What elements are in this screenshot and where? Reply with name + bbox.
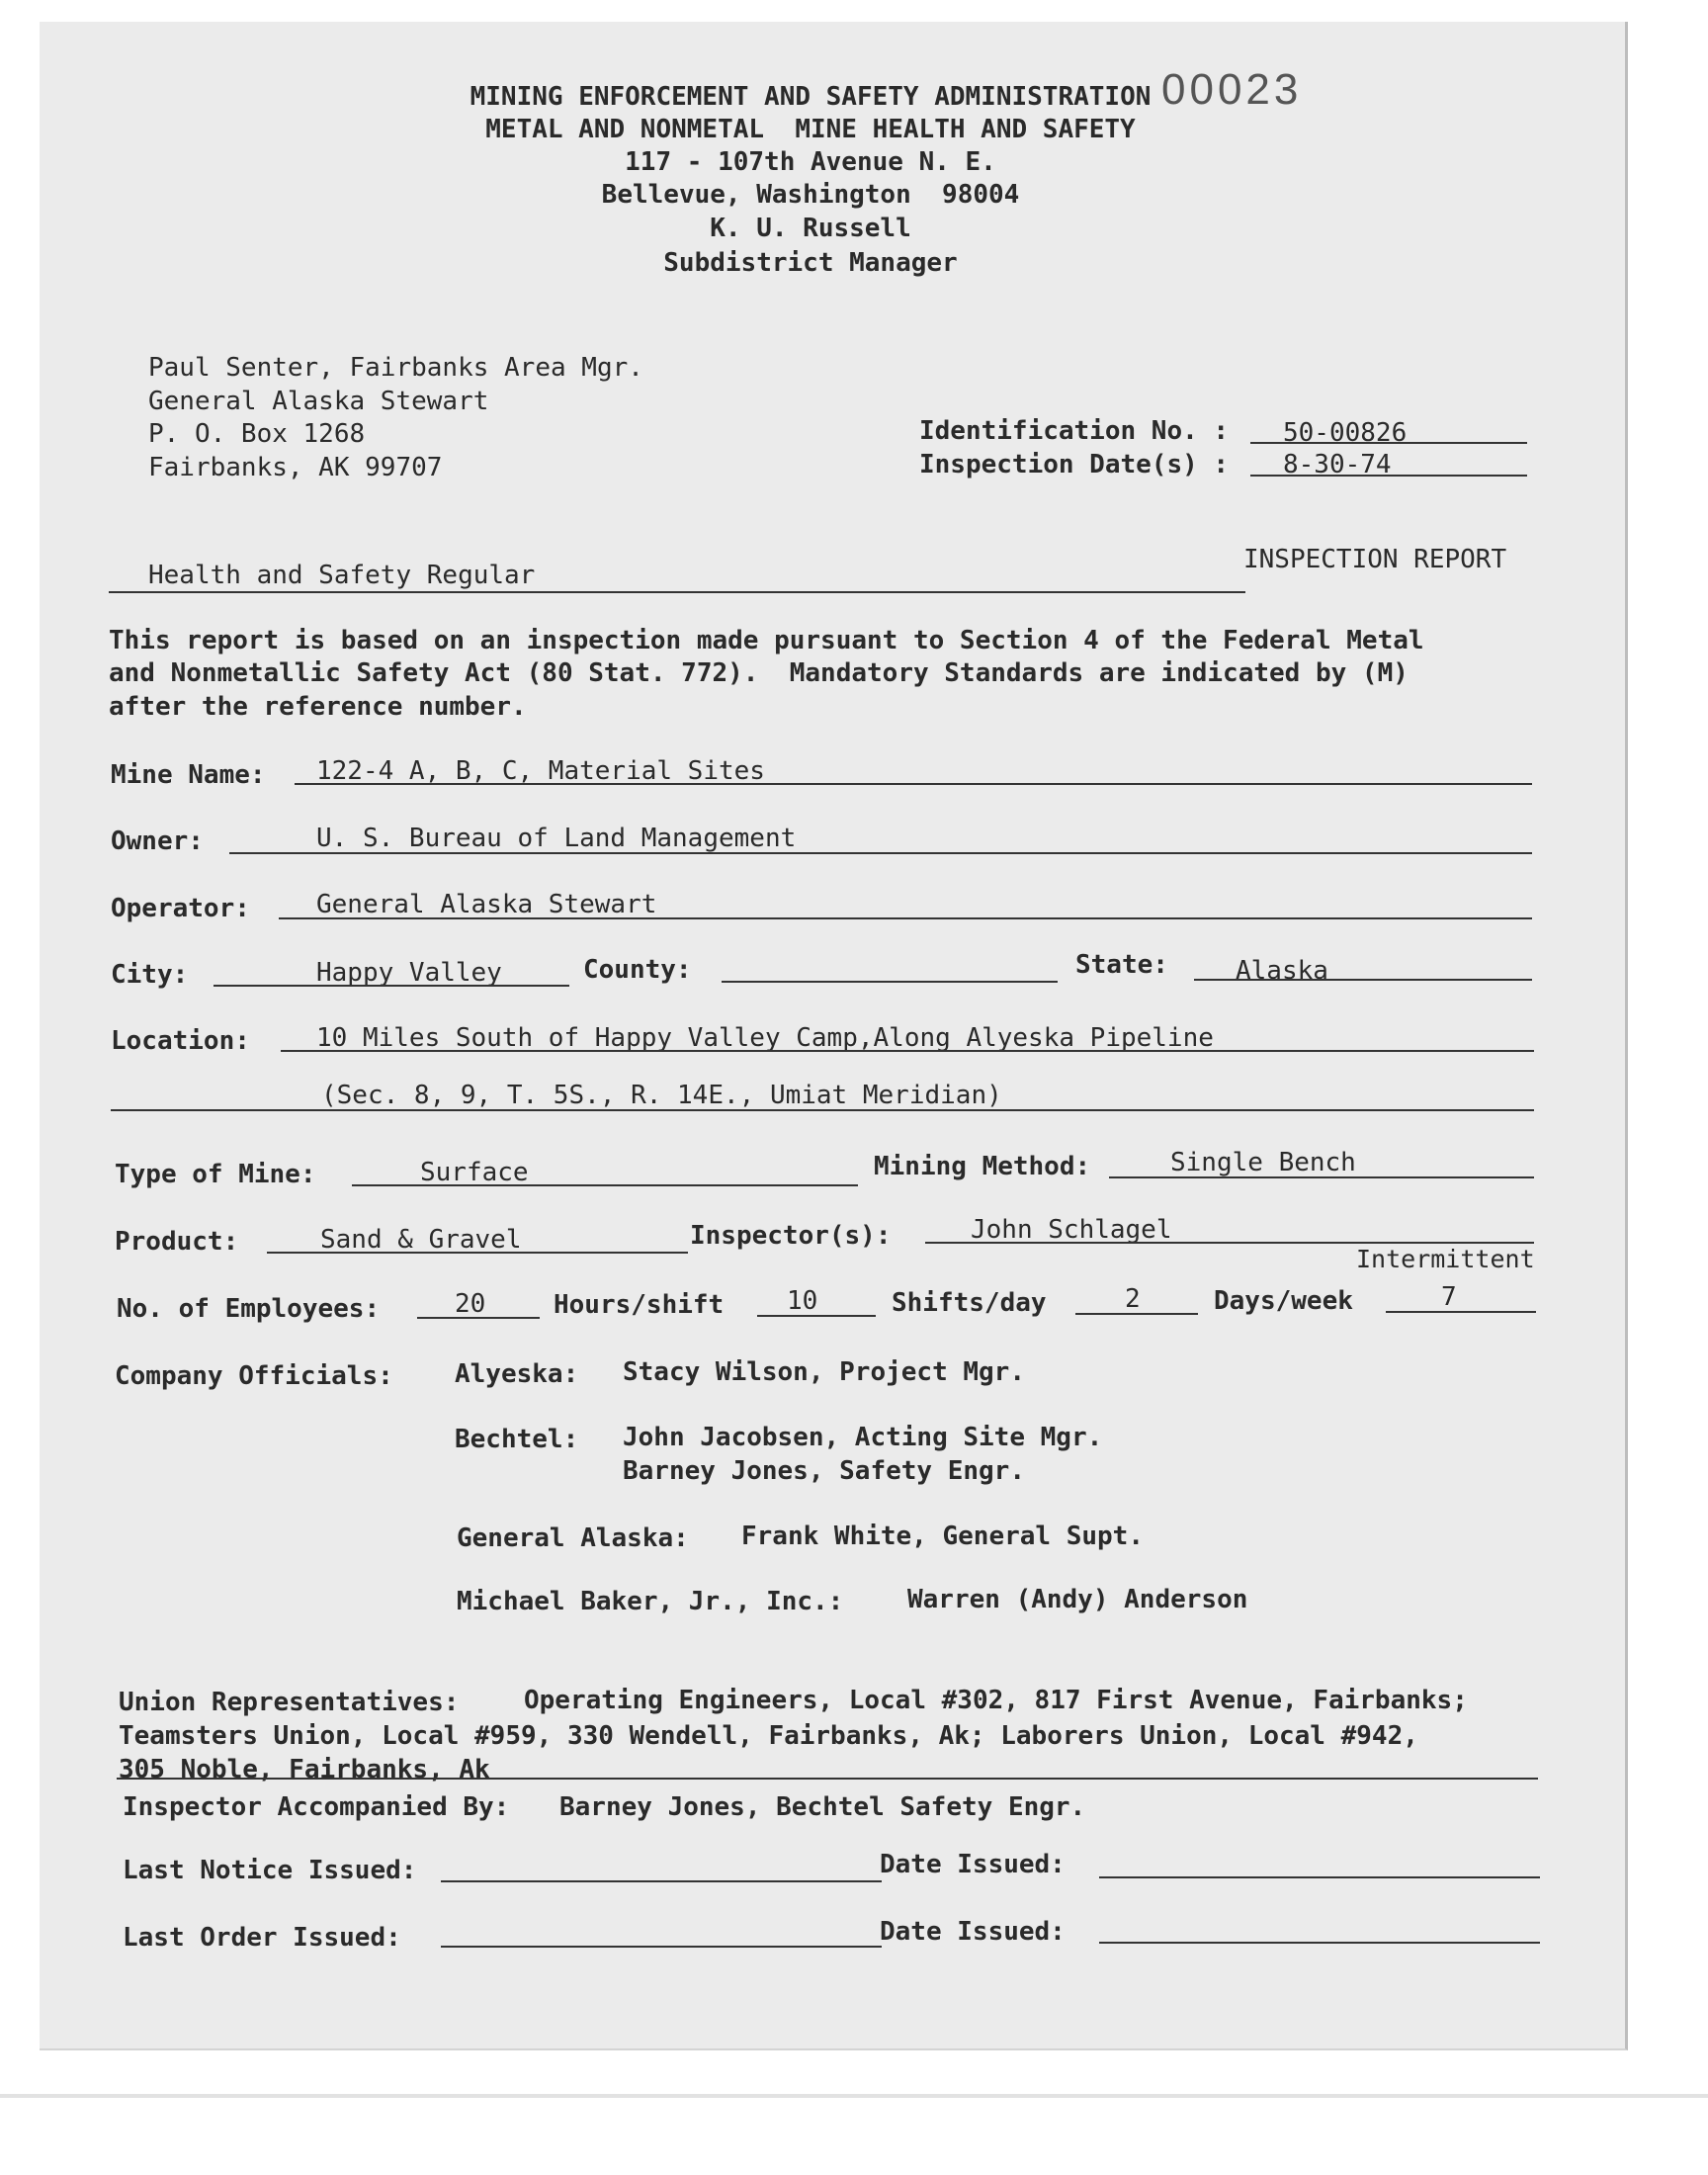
owner-label: Owner:	[111, 826, 204, 856]
page-stamp: 00023	[1161, 65, 1303, 114]
mine-name-value: 122-4 A, B, C, Material Sites	[316, 756, 765, 786]
bechtel-official-1: John Jacobsen, Acting Site Mgr.	[623, 1423, 1103, 1452]
report-title: INSPECTION REPORT	[1243, 545, 1507, 574]
addressee-company: General Alaska Stewart	[148, 387, 489, 416]
general-alaska-label: General Alaska:	[457, 1523, 689, 1553]
addressee-name: Paul Senter, Fairbanks Area Mgr.	[148, 353, 643, 383]
report-type-value: Health and Safety Regular	[148, 561, 536, 590]
last-order-line	[441, 1946, 882, 1948]
inspector-value: John Schlagel	[971, 1215, 1172, 1245]
state-label: State:	[1075, 950, 1168, 980]
intro-line-1: This report is based on an inspection made pursuant to Section 4 of the Federal Metal	[109, 626, 1424, 655]
division-name: METAL AND NONMETAL MINE HEALTH AND SAFETY	[485, 115, 1136, 144]
order-date-label: Date Issued:	[880, 1917, 1066, 1947]
operator-value: General Alaska Stewart	[316, 890, 657, 919]
product-line	[267, 1252, 688, 1254]
accompanied-label: Inspector Accompanied By:	[123, 1792, 510, 1822]
alyeska-label: Alyeska:	[455, 1359, 579, 1389]
product-label: Product:	[115, 1227, 239, 1257]
shifts-label: Shifts/day	[892, 1288, 1047, 1318]
accompanied-value: Barney Jones, Bechtel Safety Engr.	[559, 1792, 1086, 1822]
employees-line	[417, 1317, 540, 1319]
location-value-2: (Sec. 8, 9, T. 5S., R. 14E., Umiat Meridian)	[321, 1081, 1002, 1110]
city-label: City:	[111, 960, 189, 990]
union-label: Union Representatives:	[119, 1688, 460, 1717]
shifts-line	[1075, 1313, 1198, 1315]
bechtel-official-2: Barney Jones, Safety Engr.	[623, 1456, 1025, 1486]
days-line	[1386, 1311, 1536, 1313]
location-label: Location:	[111, 1026, 250, 1056]
manager-title: Subdistrict Manager	[663, 248, 958, 278]
product-value: Sand & Gravel	[320, 1225, 522, 1255]
address-street: 117 - 107th Avenue N. E.	[625, 147, 996, 177]
owner-value: U. S. Bureau of Land Management	[316, 824, 797, 853]
michael-baker-official: Warren (Andy) Anderson	[907, 1585, 1248, 1614]
city-line	[214, 985, 569, 987]
union-line-1: Operating Engineers, Local #302, 817 First Avenue, Fairbanks;	[524, 1686, 1468, 1715]
identification-label: Identification No. :	[919, 416, 1230, 446]
shifts-value: 2	[1125, 1284, 1141, 1314]
type-of-mine-line	[352, 1184, 858, 1186]
employees-label: No. of Employees:	[117, 1294, 381, 1324]
last-notice-line	[441, 1880, 882, 1882]
days-label: Days/week	[1214, 1286, 1353, 1316]
mining-method-value: Single Bench	[1170, 1148, 1356, 1177]
address-city: Bellevue, Washington 98004	[601, 180, 1020, 210]
scan-edge	[0, 2094, 1708, 2098]
mining-method-line	[1109, 1176, 1534, 1178]
city-value: Happy Valley	[316, 958, 502, 988]
officials-label: Company Officials:	[115, 1361, 393, 1391]
mine-name-line	[295, 783, 1532, 785]
mine-name-label: Mine Name:	[111, 760, 266, 790]
hours-value: 10	[787, 1286, 818, 1316]
intermittent-note: Intermittent	[1356, 1245, 1535, 1273]
addressee-city: Fairbanks, AK 99707	[148, 453, 443, 482]
county-line	[722, 981, 1058, 983]
operator-label: Operator:	[111, 894, 250, 923]
union-line-3: 305 Noble, Fairbanks, Ak	[119, 1755, 490, 1784]
employees-value: 20	[455, 1289, 486, 1319]
mining-method-label: Mining Method:	[874, 1152, 1091, 1181]
owner-line	[229, 852, 1532, 854]
alyeska-official: Stacy Wilson, Project Mgr.	[623, 1357, 1025, 1387]
inspection-date-label: Inspection Date(s) :	[919, 450, 1230, 479]
intro-line-3: after the reference number.	[109, 692, 527, 722]
inspection-date-value: 8-30-74	[1283, 450, 1392, 479]
michael-baker-label: Michael Baker, Jr., Inc.:	[457, 1587, 844, 1616]
agency-name: MINING ENFORCEMENT AND SAFETY ADMINISTRATION	[470, 82, 1152, 112]
intro-line-2: and Nonmetallic Safety Act (80 Stat. 772). Mandatory Standards are indicated by (M)	[109, 658, 1409, 688]
hours-label: Hours/shift	[554, 1290, 725, 1320]
location-line-2	[111, 1109, 1534, 1111]
location-line-1	[281, 1050, 1534, 1052]
operator-line	[279, 917, 1532, 919]
manager-name: K. U. Russell	[710, 214, 911, 243]
last-notice-label: Last Notice Issued:	[123, 1856, 417, 1885]
state-value: Alaska	[1236, 956, 1328, 986]
general-alaska-official: Frank White, General Supt.	[741, 1522, 1144, 1551]
location-value-1: 10 Miles South of Happy Valley Camp,Along Alyeska Pipeline	[316, 1023, 1214, 1053]
report-type-line	[109, 591, 1245, 593]
addressee-pobox: P. O. Box 1268	[148, 419, 366, 449]
union-line	[117, 1778, 1538, 1780]
inspector-label: Inspector(s):	[690, 1221, 892, 1251]
state-line	[1194, 979, 1532, 981]
notice-date-label: Date Issued:	[880, 1850, 1066, 1879]
order-date-line	[1099, 1942, 1540, 1944]
last-order-label: Last Order Issued:	[123, 1923, 401, 1953]
inspection-date-line	[1250, 475, 1527, 477]
identification-value: 50-00826	[1283, 418, 1408, 448]
days-value: 7	[1441, 1282, 1457, 1312]
county-label: County:	[583, 955, 692, 985]
type-of-mine-label: Type of Mine:	[115, 1160, 316, 1189]
union-line-2: Teamsters Union, Local #959, 330 Wendell, Fairbanks, Ak; Laborers Union, Local #942,	[119, 1721, 1418, 1751]
notice-date-line	[1099, 1876, 1540, 1878]
bechtel-label: Bechtel:	[455, 1425, 579, 1454]
type-of-mine-value: Surface	[420, 1158, 529, 1187]
hours-line	[757, 1315, 876, 1317]
identification-line	[1250, 442, 1527, 444]
